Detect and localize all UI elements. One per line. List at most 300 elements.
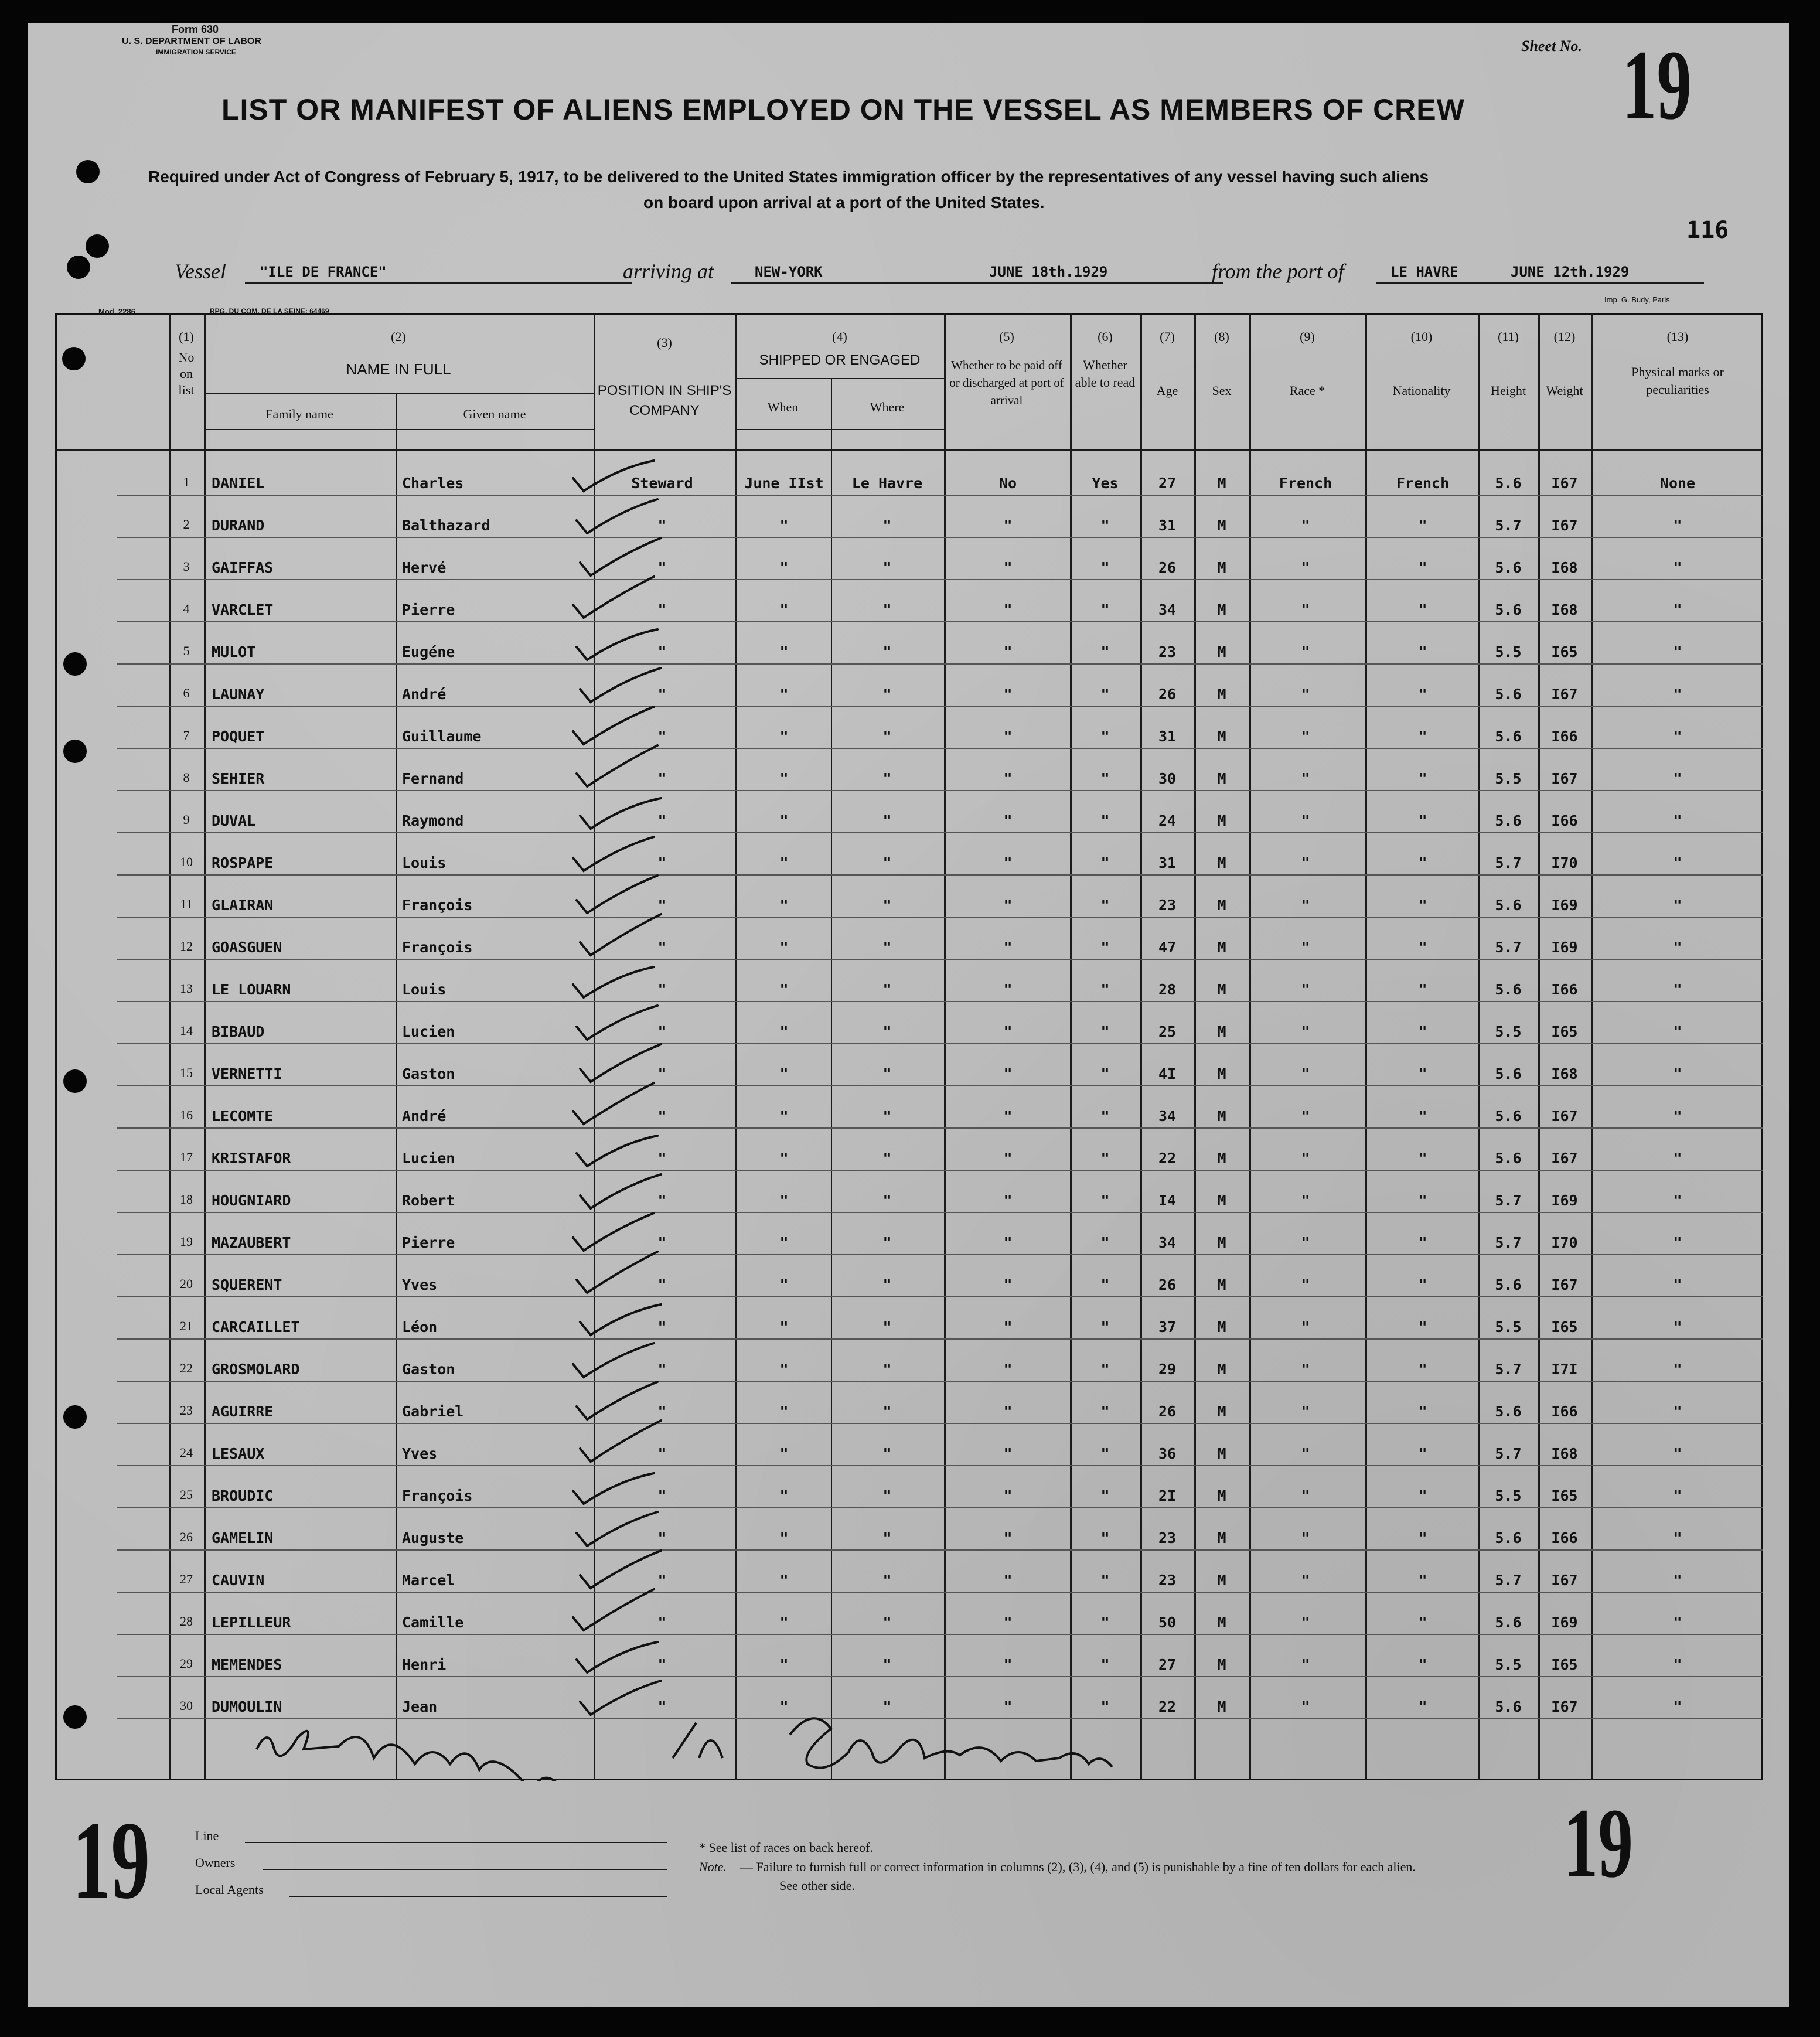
cell-race: " [1301, 559, 1310, 576]
cell-sex: M [1217, 1403, 1226, 1420]
page-title: LIST OR MANIFEST OF ALIENS EMPLOYED ON THE VESSEL AS MEMBERS OF CREW [221, 93, 1465, 126]
cell-nat: " [1418, 1572, 1427, 1589]
cell-weight: I70 [1551, 1234, 1578, 1251]
cell-age: 36 [1158, 1445, 1177, 1462]
form-number: Form 630 [172, 23, 219, 35]
cell-weight: I67 [1551, 1276, 1578, 1293]
cell-weight: I65 [1551, 643, 1578, 660]
check-mark [573, 1213, 654, 1251]
cell-marks: " [1673, 728, 1682, 745]
cell-nat: " [1418, 1698, 1427, 1715]
cell-age: 37 [1158, 1319, 1177, 1336]
cell-race: " [1301, 854, 1310, 871]
cell-weight: I65 [1551, 1023, 1578, 1040]
cell-height: 5.7 [1495, 1192, 1522, 1209]
cell-weight: I66 [1551, 812, 1578, 829]
cell-when: " [779, 1361, 789, 1378]
cell-age: 50 [1158, 1614, 1177, 1631]
cell-no: 18 [180, 1192, 193, 1207]
col-header-weight: Weight [1546, 383, 1583, 398]
cell-read: " [1100, 1234, 1110, 1251]
cell-family: GLAIRAN [212, 897, 274, 914]
check-mark [580, 1421, 661, 1462]
cell-when: " [779, 1445, 789, 1462]
cell-marks: " [1673, 559, 1682, 576]
cell-family: DUMOULIN [212, 1698, 282, 1715]
cell-weight: I67 [1551, 686, 1578, 703]
cell-family: MULOT [212, 643, 256, 660]
cell-position: " [657, 981, 667, 998]
cell-where: " [882, 1530, 892, 1547]
cell-height: 5.7 [1495, 1234, 1522, 1251]
cell-position: " [657, 686, 667, 703]
cell-race: " [1301, 770, 1310, 787]
departure-port: LE HAVRE [1390, 264, 1458, 280]
cell-race: " [1301, 728, 1310, 745]
cell-nat: " [1418, 1234, 1427, 1251]
cell-sex: M [1217, 1150, 1226, 1167]
from-port-label: from the port of [1212, 260, 1344, 283]
cell-nat: " [1418, 1530, 1427, 1547]
cell-read: " [1100, 1192, 1110, 1209]
cell-position: " [657, 1614, 667, 1631]
cell-read: " [1100, 1361, 1110, 1378]
cell-where: " [882, 1023, 892, 1040]
cell-nat: " [1418, 770, 1427, 787]
cell-sex: M [1217, 1698, 1226, 1715]
cell-position: " [657, 1150, 667, 1167]
cell-nat: " [1418, 812, 1427, 829]
cell-position: " [657, 1403, 667, 1420]
check-mark [573, 1343, 654, 1377]
cell-family: AGUIRRE [212, 1403, 274, 1420]
cell-age: 26 [1158, 1276, 1177, 1293]
cell-sex: M [1217, 981, 1226, 998]
cell-where: " [882, 1403, 892, 1420]
cell-no: 22 [180, 1361, 193, 1375]
check-mark [573, 707, 654, 744]
cell-where: " [882, 1192, 892, 1209]
cell-sex: M [1217, 1108, 1226, 1125]
cell-weight: I65 [1551, 1319, 1578, 1336]
cell-race: French [1279, 475, 1332, 492]
cell-marks: " [1673, 812, 1682, 829]
cell-family: GOASGUEN [212, 939, 282, 956]
cell-read: Yes [1092, 475, 1119, 492]
cell-age: 26 [1158, 1403, 1177, 1420]
cell-when: " [779, 1192, 789, 1209]
cell-no: 27 [180, 1572, 193, 1586]
cell-age: 34 [1158, 1108, 1177, 1125]
cell-sex: M [1217, 601, 1226, 618]
cell-paid: " [1003, 1487, 1013, 1504]
cell-family: VERNETTI [212, 1065, 282, 1082]
cell-sex: M [1217, 854, 1226, 871]
cell-family: SQUERENT [212, 1276, 282, 1293]
cell-when: " [779, 1276, 789, 1293]
check-mark [577, 876, 657, 913]
cell-sex: M [1217, 643, 1226, 660]
cell-age: 31 [1158, 854, 1177, 871]
cell-paid: " [1003, 643, 1013, 660]
col-header-num: (11) [1498, 329, 1519, 344]
cell-age: 25 [1158, 1023, 1177, 1040]
cell-paid: " [1003, 728, 1013, 745]
cell-weight: I69 [1551, 897, 1578, 914]
check-mark [577, 745, 657, 786]
cell-where: " [882, 1361, 892, 1378]
cell-race: " [1301, 1276, 1310, 1293]
cell-age: 23 [1158, 643, 1177, 660]
check-mark [577, 1252, 657, 1293]
printer-imprint: Imp. G. Budy, Paris [1604, 295, 1670, 304]
cell-where: " [882, 559, 892, 576]
cell-marks: " [1673, 854, 1682, 871]
cell-no: 20 [180, 1276, 193, 1291]
cell-marks: " [1673, 1319, 1682, 1336]
cell-read: " [1100, 770, 1110, 787]
cell-marks: " [1673, 1361, 1682, 1378]
check-mark [577, 1642, 657, 1672]
cell-position: " [657, 1276, 667, 1293]
check-mark [580, 1174, 661, 1208]
col-header-height: Height [1491, 383, 1526, 398]
cell-sex: M [1217, 1487, 1226, 1504]
cell-sex: M [1217, 1276, 1226, 1293]
cell-weight: I66 [1551, 981, 1578, 998]
check-mark [580, 798, 661, 829]
cell-paid: " [1003, 1023, 1013, 1040]
cell-marks: " [1673, 1108, 1682, 1125]
cell-read: " [1100, 1108, 1110, 1125]
cell-marks: None [1659, 475, 1696, 492]
cell-position: " [657, 1192, 667, 1209]
cell-race: " [1301, 1487, 1310, 1504]
cell-given: Gaston [402, 1065, 455, 1082]
cell-where: " [882, 1698, 892, 1715]
cell-race: " [1301, 981, 1310, 998]
cell-given: Pierre [402, 601, 455, 618]
check-mark [580, 914, 661, 955]
cell-sex: M [1217, 728, 1226, 745]
col-header-where: Where [870, 400, 905, 414]
cell-where: " [882, 1572, 892, 1589]
cell-read: " [1100, 1023, 1110, 1040]
cell-nat: " [1418, 981, 1427, 998]
cell-height: 5.7 [1495, 1361, 1522, 1378]
cell-age: 47 [1158, 939, 1177, 956]
cell-where: " [882, 1150, 892, 1167]
cell-paid: " [1003, 981, 1013, 998]
cell-no: 29 [180, 1656, 193, 1671]
cell-read: " [1100, 854, 1110, 871]
cell-read: " [1100, 1065, 1110, 1082]
cell-no: 30 [180, 1698, 193, 1713]
cell-height: 5.6 [1495, 1698, 1522, 1715]
cell-nat: " [1418, 1065, 1427, 1082]
cell-marks: " [1673, 643, 1682, 660]
cell-sex: M [1217, 897, 1226, 914]
cell-nat: " [1418, 559, 1427, 576]
cell-when: " [779, 1656, 789, 1673]
cell-given: Pierre [402, 1234, 455, 1251]
cell-height: 5.6 [1495, 1403, 1522, 1420]
cell-nat: French [1396, 475, 1450, 492]
cell-age: 27 [1158, 475, 1177, 492]
cell-age: 23 [1158, 1572, 1177, 1589]
cell-marks: " [1673, 1403, 1682, 1420]
cell-paid: " [1003, 1361, 1013, 1378]
cell-given: Jean [402, 1698, 438, 1715]
cell-position: " [657, 1572, 667, 1589]
cell-sex: M [1217, 1192, 1226, 1209]
check-mark [580, 1681, 661, 1715]
col-header-num: (8) [1214, 329, 1229, 344]
cell-no: 2 [183, 517, 190, 532]
cell-no: 12 [180, 939, 193, 953]
cell-height: 5.6 [1495, 475, 1522, 492]
cell-position: " [657, 1065, 667, 1082]
cell-marks: " [1673, 897, 1682, 914]
cell-no: 26 [180, 1530, 193, 1544]
check-mark [577, 1136, 657, 1166]
manifest-sheet [28, 23, 1789, 2007]
cell-age: 28 [1158, 981, 1177, 998]
cell-marks: " [1673, 1572, 1682, 1589]
arrival-port: NEW-YORK [755, 264, 823, 280]
cell-marks: " [1673, 1065, 1682, 1082]
cell-read: " [1100, 1487, 1110, 1504]
cell-read: " [1100, 643, 1110, 660]
cell-height: 5.6 [1495, 1530, 1522, 1547]
cell-given: Henri [402, 1656, 447, 1673]
cell-paid: " [1003, 517, 1013, 534]
subtitle-line-2: on board upon arrival at a port of the United States. [643, 193, 1045, 212]
cell-marks: " [1673, 1656, 1682, 1673]
cell-weight: I67 [1551, 1108, 1578, 1125]
cell-when: " [779, 939, 789, 956]
cell-weight: I67 [1551, 517, 1578, 534]
arriving-label: arriving at [623, 260, 714, 283]
cell-where: " [882, 643, 892, 660]
col-header-shipped: SHIPPED OR ENGAGED [759, 352, 921, 368]
cell-read: " [1100, 981, 1110, 998]
cell-nat: " [1418, 643, 1427, 660]
service-name: IMMIGRATION SERVICE [156, 48, 236, 56]
cell-nat: " [1418, 1192, 1427, 1209]
cell-sex: M [1217, 1023, 1226, 1040]
cell-no: 23 [180, 1403, 193, 1418]
cell-race: " [1301, 1361, 1310, 1378]
cell-where: " [882, 601, 892, 618]
cell-paid: " [1003, 1319, 1013, 1336]
cell-nat: " [1418, 854, 1427, 871]
cell-given: André [402, 1108, 447, 1125]
cell-nat: " [1418, 601, 1427, 618]
sheet-label: Sheet No. [1521, 38, 1582, 54]
cell-when: " [779, 728, 789, 745]
cell-position: " [657, 601, 667, 618]
cell-nat: " [1418, 1403, 1427, 1420]
cell-height: 5.5 [1495, 770, 1522, 787]
cell-age: 23 [1158, 897, 1177, 914]
cell-given: Louis [402, 981, 447, 998]
cell-when: " [779, 601, 789, 618]
col-header-given-name: Given name [463, 407, 526, 421]
cell-race: " [1301, 1572, 1310, 1589]
cell-weight: I66 [1551, 1530, 1578, 1547]
cell-position: " [657, 1361, 667, 1378]
cell-marks: " [1673, 1487, 1682, 1504]
cell-sex: M [1217, 1065, 1226, 1082]
cell-nat: " [1418, 1319, 1427, 1336]
cell-sex: M [1217, 1319, 1226, 1336]
cell-given: Eugéne [402, 643, 455, 660]
check-mark [580, 538, 661, 575]
cell-marks: " [1673, 601, 1682, 618]
col-header-num: (12) [1553, 329, 1576, 344]
cell-sex: M [1217, 1234, 1226, 1251]
check-mark [580, 1304, 661, 1335]
cell-weight: I66 [1551, 728, 1578, 745]
cell-family: SEHIER [212, 770, 265, 787]
col-header-name-in-full: NAME IN FULL [346, 360, 451, 378]
cell-family: GAIFFAS [212, 559, 274, 576]
cell-nat: " [1418, 1023, 1427, 1040]
cell-height: 5.5 [1495, 643, 1522, 660]
cell-nat: " [1418, 1361, 1427, 1378]
cell-marks: " [1673, 1150, 1682, 1167]
check-mark [573, 1473, 654, 1504]
cell-position: " [657, 939, 667, 956]
cell-when: " [779, 770, 789, 787]
cell-weight: I65 [1551, 1487, 1578, 1504]
cell-height: 5.6 [1495, 1276, 1522, 1293]
cell-read: " [1100, 1403, 1110, 1420]
cell-where: " [882, 770, 892, 787]
cell-read: " [1100, 939, 1110, 956]
cell-where: " [882, 1234, 892, 1251]
check-mark [577, 629, 657, 660]
cell-sex: M [1217, 1361, 1226, 1378]
cell-height: 5.5 [1495, 1487, 1522, 1504]
col-header-num: (13) [1666, 329, 1689, 344]
cell-height: 5.7 [1495, 517, 1522, 534]
cell-position: " [657, 1108, 667, 1125]
cell-where: " [882, 854, 892, 871]
col-header-age: Age [1156, 383, 1178, 398]
sheet-number-right: 19 [1563, 1788, 1633, 1898]
cell-given: Léon [402, 1319, 438, 1336]
cell-read: " [1100, 601, 1110, 618]
cell-position: " [657, 728, 667, 745]
cell-nat: " [1418, 1445, 1427, 1462]
cell-no: 19 [180, 1234, 193, 1249]
subtitle-line-1: Required under Act of Congress of February 5, 1917, to be delivered to the United States immigration officer by the representatives of any vessel having such aliens [148, 168, 1429, 186]
col-header-num: (7) [1160, 329, 1175, 344]
cell-given: François [402, 1487, 473, 1504]
cell-position: " [657, 854, 667, 871]
cell-race: " [1301, 1192, 1310, 1209]
cell-family: BROUDIC [212, 1487, 274, 1504]
cell-no: 15 [180, 1065, 193, 1080]
cell-weight: I65 [1551, 1656, 1578, 1673]
cell-given: Yves [402, 1276, 438, 1293]
cell-height: 5.5 [1495, 1023, 1522, 1040]
cell-sex: M [1217, 1445, 1226, 1462]
cell-paid: " [1003, 939, 1013, 956]
cell-read: " [1100, 1698, 1110, 1715]
cell-family: LESAUX [212, 1445, 265, 1462]
cell-age: 29 [1158, 1361, 1177, 1378]
cell-no: 16 [180, 1108, 193, 1122]
checkmarks-drawing [28, 23, 1789, 1781]
cell-weight: I67 [1551, 475, 1578, 492]
note-label: Note. [699, 1859, 727, 1874]
cell-when: " [779, 517, 789, 534]
cell-where: " [882, 1614, 892, 1631]
cell-read: " [1100, 686, 1110, 703]
cell-no: 24 [180, 1445, 193, 1460]
cell-when: " [779, 1403, 789, 1420]
col-header-paid-off: Whether to be paid off or discharged at port of arrival [949, 358, 1064, 407]
cell-no: 1 [183, 475, 190, 489]
cell-given: Louis [402, 854, 447, 871]
cell-paid: No [998, 475, 1017, 492]
cell-sex: M [1217, 475, 1226, 492]
cell-paid: " [1003, 1234, 1013, 1251]
check-mark [573, 461, 654, 491]
cell-family: KRISTAFOR [212, 1150, 291, 1167]
cell-family: GROSMOLARD [212, 1361, 300, 1378]
cell-no: 14 [180, 1023, 193, 1038]
cell-when: " [779, 559, 789, 576]
cell-sex: M [1217, 812, 1226, 829]
cell-weight: I67 [1551, 1150, 1578, 1167]
cell-race: " [1301, 1319, 1310, 1336]
cell-no: 25 [180, 1487, 193, 1502]
cell-no: 6 [183, 686, 190, 700]
cell-family: CARCAILLET [212, 1319, 300, 1336]
cell-position: Steward [631, 475, 693, 492]
col-header-able-to-read: Whether able to read [1075, 357, 1136, 390]
cell-position: " [657, 770, 667, 787]
cell-family: LAUNAY [212, 686, 265, 703]
department-name: U. S. DEPARTMENT OF LABOR [122, 36, 261, 46]
cell-weight: I67 [1551, 1698, 1578, 1715]
check-mark [573, 1083, 654, 1124]
cell-height: 5.6 [1495, 728, 1522, 745]
cell-paid: " [1003, 1150, 1013, 1167]
cell-age: 27 [1158, 1656, 1177, 1673]
cell-weight: I67 [1551, 770, 1578, 787]
cell-given: Charles [402, 475, 464, 492]
cell-race: " [1301, 1698, 1310, 1715]
cell-weight: I68 [1551, 559, 1578, 576]
cell-family: HOUGNIARD [212, 1192, 291, 1209]
cell-height: 5.6 [1495, 812, 1522, 829]
cell-marks: " [1673, 1698, 1682, 1715]
cell-where: " [882, 686, 892, 703]
cell-given: Robert [402, 1192, 455, 1209]
col-header-nationality: Nationality [1392, 383, 1451, 398]
cell-when: " [779, 897, 789, 914]
cell-given: Camille [402, 1614, 464, 1631]
cell-nat: " [1418, 1656, 1427, 1673]
cell-read: " [1100, 1572, 1110, 1589]
cell-sex: M [1217, 686, 1226, 703]
cell-race: " [1301, 1150, 1310, 1167]
